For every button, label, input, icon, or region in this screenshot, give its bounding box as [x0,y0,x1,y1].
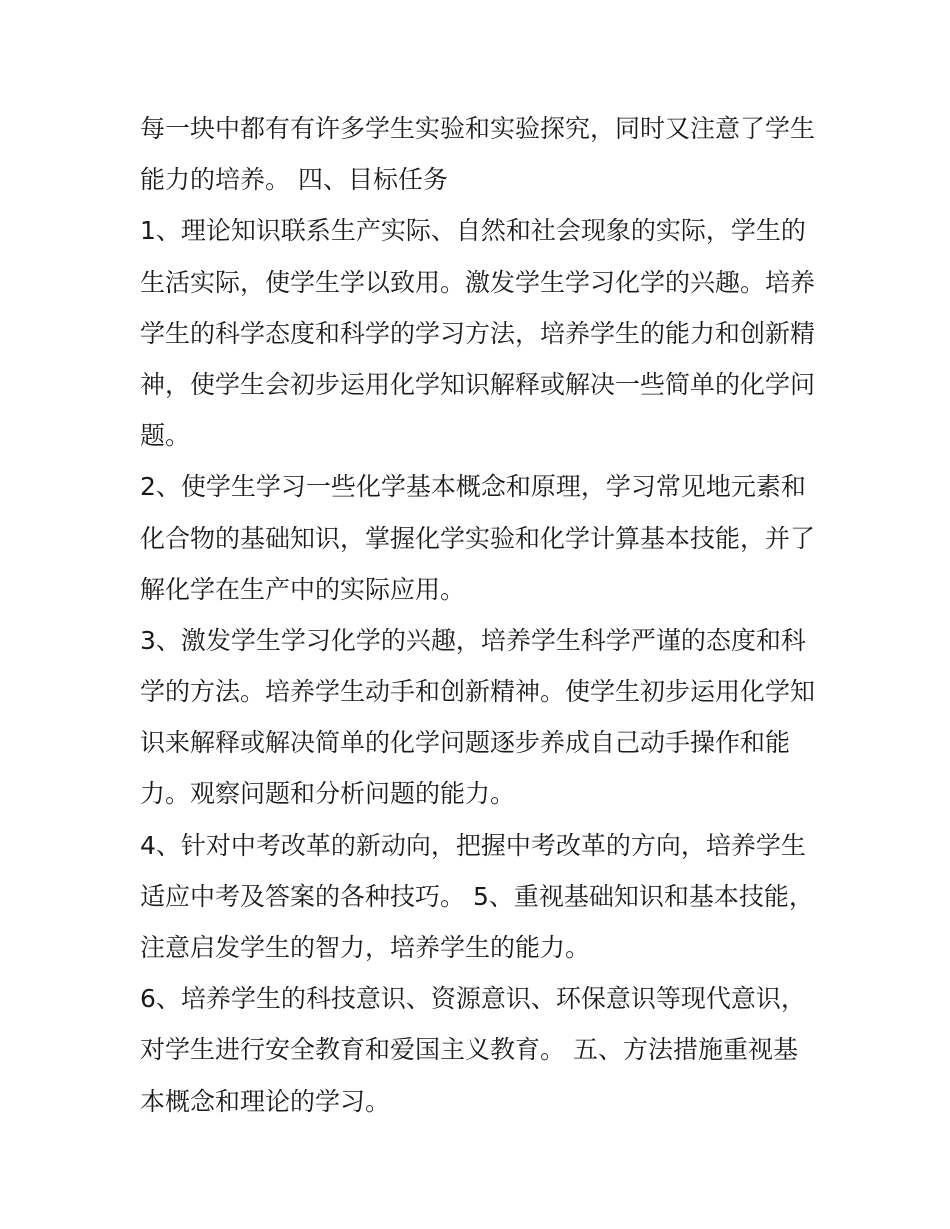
text-line: 注意启发学生的智力，培养学生的能力。 [140,933,591,962]
text-line: 神，使学生会初步运用化学知识解释或解决一些简单的化学问 [140,369,816,399]
text-line: 适应中考及答案的各种技巧。 5、重视基础知识和基本技能， [140,881,814,911]
text-line: 题。 [140,421,191,451]
text-line: 学生的科学态度和科学的学习方法，培养学生的能力和创新精 [140,318,816,348]
text-line: 4、针对中考改革的新动向，把握中考改革的方向，培养学生 [140,830,806,860]
text-line: 6、培养学生的科技意识、资源意识、环保意识等现代意识， [140,984,806,1014]
text-line: 对学生进行安全教育和爱国主义教育。 五、方法措施重视基 [140,1035,798,1065]
text-line: 3、激发学生学习化学的兴趣，培养学生科学严谨的态度和科 [140,625,806,655]
text-line: 每一块中都有有许多学生实验和实验探究，同时又注意了学生 [140,114,816,143]
text-line: 识来解释或解决简单的化学问题逐步养成自己动手操作和能 [140,728,791,758]
text-line: 能力的培养。 四、目标任务 [140,165,448,195]
text-line: 化合物的基础知识，掌握化学实验和化学计算基本技能，并了 [140,523,816,553]
text-line: 解化学在生产中的实际应用。 [140,574,466,604]
text-line: 力。观察问题和分析问题的能力。 [140,779,516,809]
text-line: 生活实际，使学生学以致用。激发学生学习化学的兴趣。培养 [140,267,816,297]
text-line: 1、理论知识联系生产实际、自然和社会现象的实际，学生的 [140,216,806,246]
text-line: 本概念和理论的学习。 [140,1086,391,1116]
document-body [140,103,820,1127]
text-line: 2、使学生学习一些化学基本概念和原理，学习常见地元素和 [140,472,806,502]
text-line: 学的方法。培养学生动手和创新精神。使学生初步运用化学知 [140,677,816,707]
